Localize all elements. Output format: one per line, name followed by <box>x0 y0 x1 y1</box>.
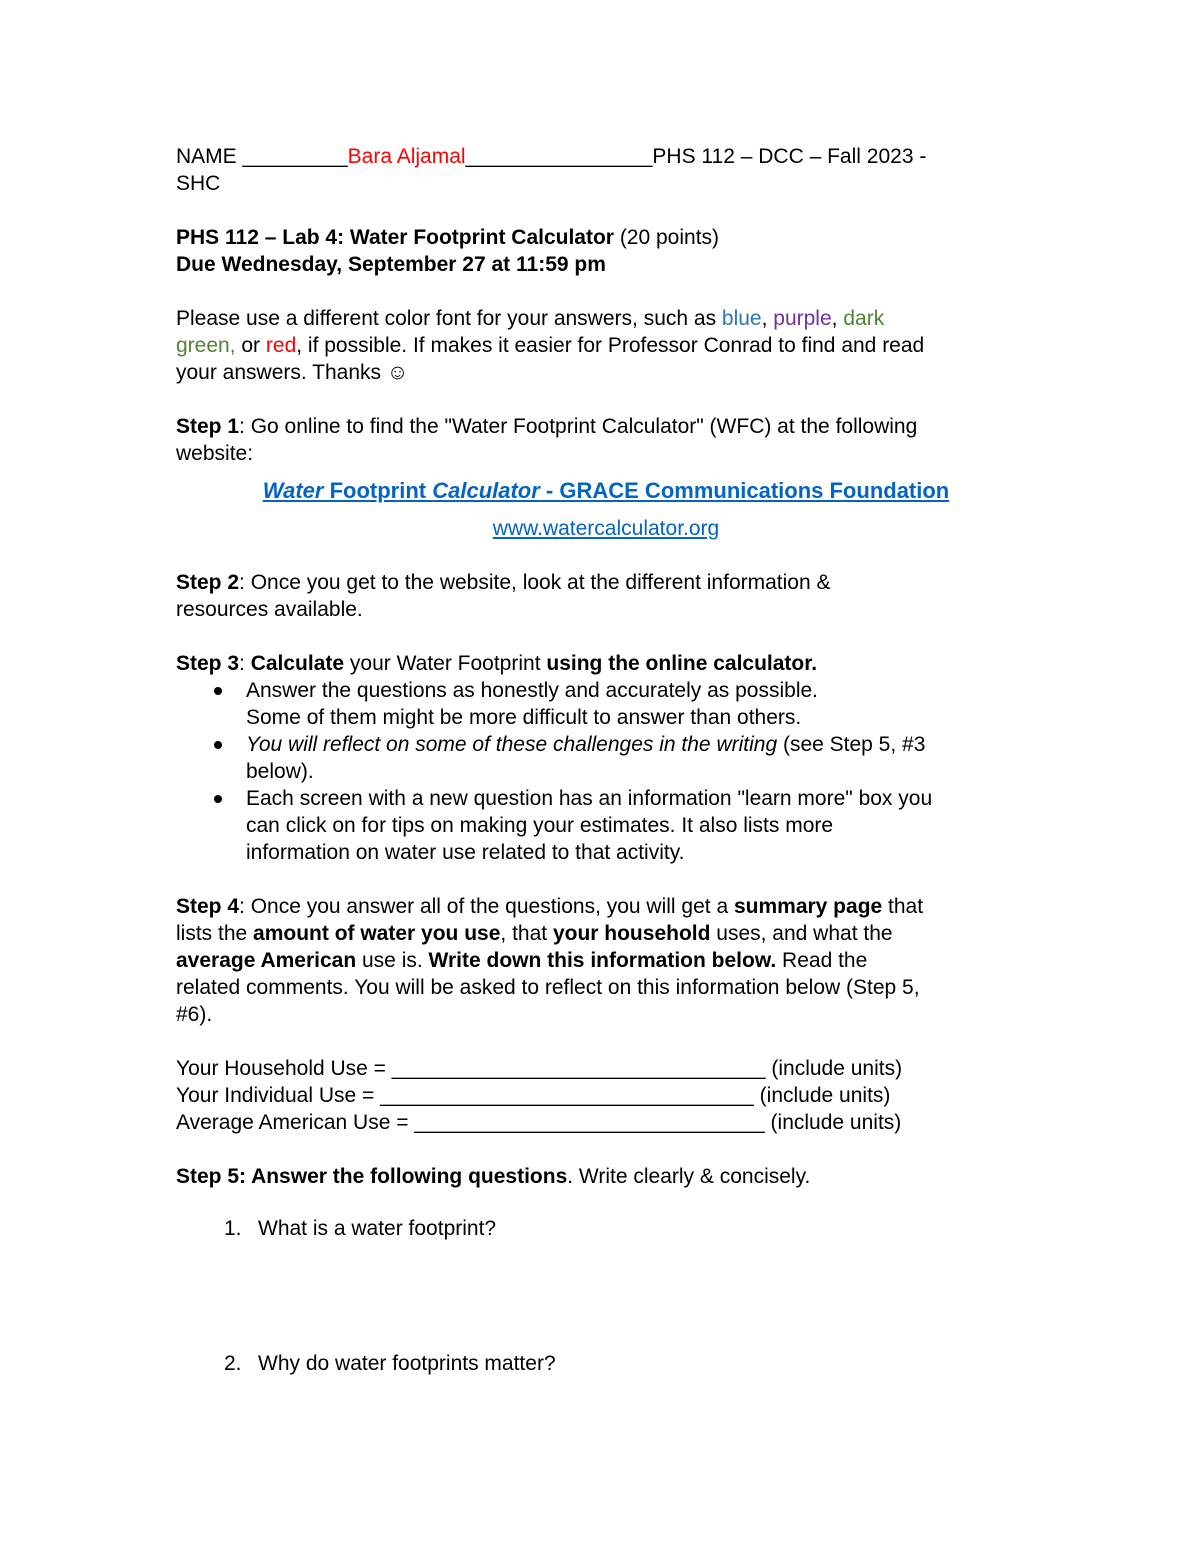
step4-label: Step 4 <box>176 895 240 918</box>
step2-line-cont: resources available. <box>176 598 363 621</box>
american-use-line <box>176 1109 1036 1136</box>
write-down-text: Write down this information below. <box>428 949 777 972</box>
comma: , <box>761 307 774 330</box>
comma: , <box>831 307 844 330</box>
link-part: Footprint <box>323 478 433 503</box>
wfc-link[interactable] <box>263 478 950 503</box>
step4-text: uses, and what the <box>710 922 893 945</box>
individual-use-line <box>176 1082 1036 1109</box>
step5-line <box>176 1163 1036 1190</box>
use-units: (include units) <box>764 1111 902 1134</box>
step2-line <box>176 569 1036 596</box>
question-number: 1. <box>224 1217 242 1240</box>
use-units: (include units) <box>765 1057 903 1080</box>
course-info-cont: SHC <box>176 172 221 195</box>
step4-text: that <box>882 895 924 918</box>
use-label: Your Household Use = <box>176 1057 392 1080</box>
instructions-line-2 <box>176 332 1036 359</box>
summary-page-text: summary page <box>733 895 883 918</box>
household-use-line <box>176 1055 1036 1082</box>
step1-label: Step 1 <box>176 415 240 438</box>
calculate-word: Calculate <box>250 652 345 675</box>
list-item <box>176 731 1036 785</box>
bullet-text: Some of them might be more difficult to answer than others. <box>246 706 802 729</box>
bullet-italic: You will reflect on some of these challenges in the writing <box>246 733 778 756</box>
bullet-text: below). <box>246 760 314 783</box>
color-dark: dark <box>843 307 885 330</box>
amount-text: amount of water you use <box>253 922 501 945</box>
student-name: Bara Aljamal <box>347 145 466 168</box>
question-list <box>176 1215 1036 1377</box>
step1-line-cont: website: <box>176 442 254 465</box>
instructions-line-3 <box>176 359 1036 386</box>
question-number: 2. <box>224 1352 242 1375</box>
step2-text: : Once you get to the website, look at the different information & <box>239 571 831 594</box>
use-blank: ________________________________ <box>391 1057 766 1080</box>
use-units: (include units) <box>753 1084 891 1107</box>
instr-text-3: your answers. Thanks <box>176 361 387 384</box>
average-text: average American <box>176 949 357 972</box>
bullet-rest: (see Step 5, #3 <box>777 733 926 756</box>
step4-line-2 <box>176 920 1036 947</box>
step4-text: : Once you answer all of the questions, you will get a <box>239 895 734 918</box>
or-text: or <box>235 334 266 357</box>
step1-text: : Go online to find the "Water Footprint Calculator" (WFC) at the following <box>239 415 918 438</box>
colon: : <box>239 652 251 675</box>
step4-line-5: #6). <box>176 1003 213 1026</box>
instructions-line-1 <box>176 305 1036 332</box>
list-item <box>176 1215 1036 1242</box>
name-label: NAME <box>176 145 237 168</box>
question-text: What is a water footprint? <box>258 1217 497 1240</box>
url-line <box>176 515 1036 542</box>
use-label: Average American Use = <box>176 1111 415 1134</box>
color-red: red <box>265 334 297 357</box>
color-purple: purple <box>773 307 832 330</box>
smiley-icon: ☺ <box>386 361 409 384</box>
step3-bullets <box>176 677 1036 866</box>
question-text: Why do water footprints matter? <box>258 1352 556 1375</box>
instr-text-2: , if possible. If makes it easier for Professor Conrad to find and read <box>296 334 925 357</box>
lab-title <box>176 224 1036 251</box>
link-part: - GRACE Communications Foundation <box>539 478 950 503</box>
lab-title-text: PHS 112 – Lab 4: Water Footprint Calculator <box>176 226 614 249</box>
use-label: Your Individual Use = <box>176 1084 381 1107</box>
bullet-text: information on water use related to that activity. <box>246 841 685 864</box>
step4-text: , that <box>500 922 553 945</box>
step3-line <box>176 650 1036 677</box>
bullet-text <box>246 731 1036 758</box>
step4-text: lists the <box>176 922 254 945</box>
step3-bold-end: using the online calculator. <box>546 652 818 675</box>
household-text: your household <box>552 922 711 945</box>
name-blank-before: _________ <box>242 145 348 168</box>
step4-line-4: related comments. You will be asked to reflect on this information below (Step 5, <box>176 976 920 999</box>
list-item <box>176 785 1036 866</box>
bullet-text: Each screen with a new question has an information "learn more" box you <box>246 787 933 810</box>
name-blank-after: ________________ <box>465 145 653 168</box>
step1-line <box>176 413 1036 440</box>
header-line <box>176 143 1036 170</box>
step5-rest: . Write clearly & concisely. <box>567 1165 811 1188</box>
list-item <box>176 1350 1036 1377</box>
step4-text: Read the <box>776 949 868 972</box>
step4-line-3 <box>176 947 1036 974</box>
lab-points: (20 points) <box>613 226 720 249</box>
color-blue: blue <box>721 307 762 330</box>
bullet-text: Answer the questions as honestly and accurately as possible. <box>246 679 818 702</box>
color-green: green, <box>176 334 236 357</box>
bullet-icon <box>214 795 222 803</box>
use-blank: ________________________________ <box>380 1084 754 1107</box>
step5-label: Step 5: Answer the following questions <box>176 1165 568 1188</box>
step4-line-1 <box>176 893 1036 920</box>
link-part: Calculator <box>432 478 540 503</box>
step3-mid: your Water Footprint <box>344 652 547 675</box>
bullet-text: can click on for tips on making your estimates. It also lists more <box>246 814 834 837</box>
step4-text: use is. <box>356 949 429 972</box>
due-date: Due Wednesday, September 27 at 11:59 pm <box>176 253 606 276</box>
course-info: PHS 112 – DCC – Fall 2023 - <box>652 145 927 168</box>
step3-label: Step 3 <box>176 652 240 675</box>
use-blank: ______________________________ <box>414 1111 765 1134</box>
step2-label: Step 2 <box>176 571 240 594</box>
document-page <box>176 143 1036 1377</box>
wfc-link-line <box>176 477 1036 505</box>
instr-text: Please use a different color font for your answers, such as <box>176 307 722 330</box>
url-link[interactable]: www.watercalculator.org <box>492 517 720 540</box>
list-item <box>176 677 1036 731</box>
bullet-icon <box>214 741 222 749</box>
link-part: Water <box>262 478 324 503</box>
bullet-icon <box>214 687 222 695</box>
